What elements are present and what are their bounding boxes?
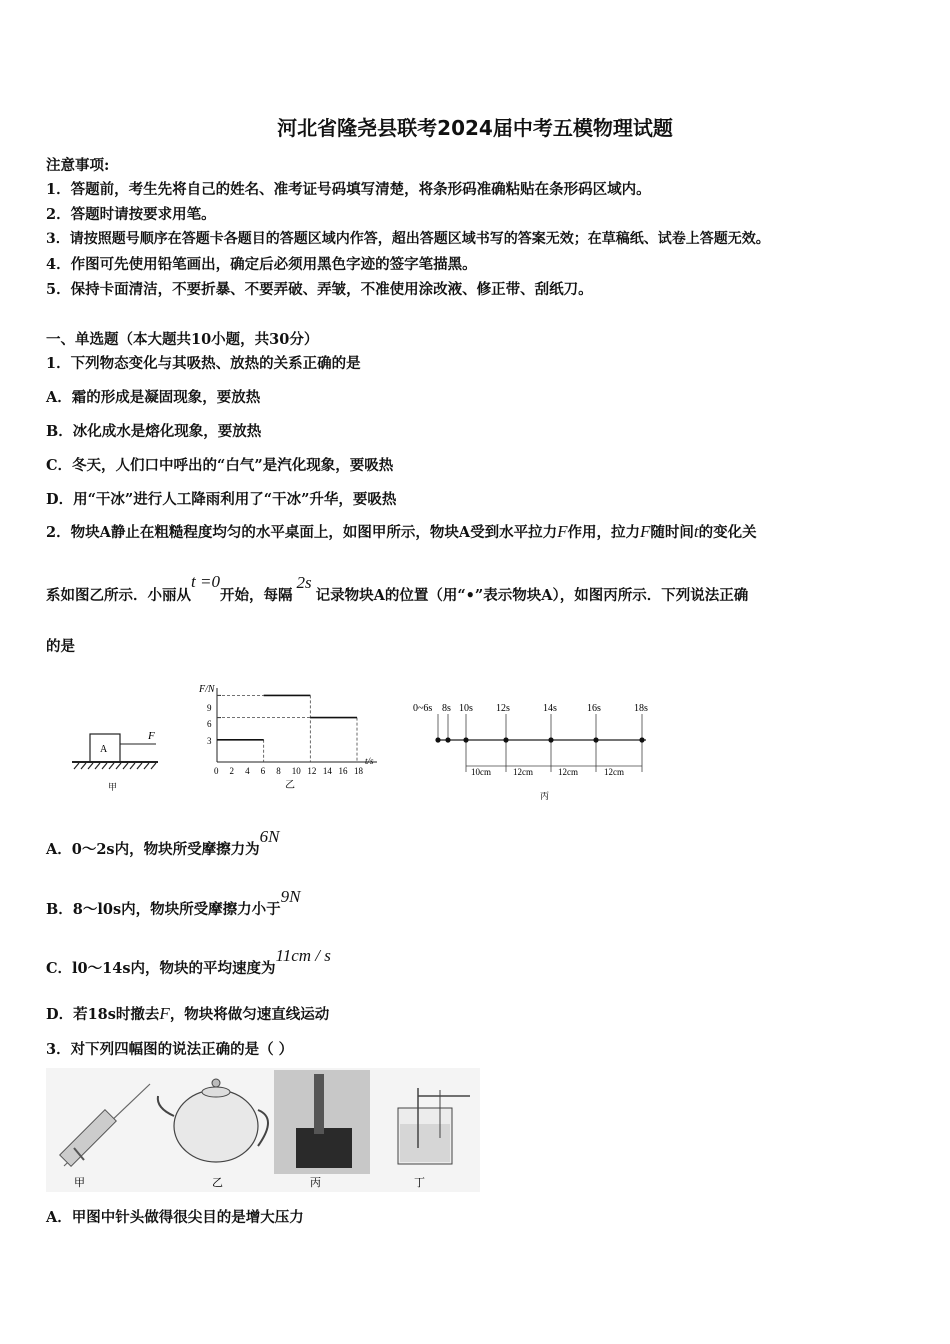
q1-option-c: C．冬天，人们口中呼出的“白气”是汽化现象，要吸热 xyxy=(46,457,394,474)
block-dot xyxy=(503,737,508,742)
distance-label: 12cm xyxy=(558,767,578,777)
figure-bing xyxy=(408,692,658,804)
q2-option-a xyxy=(46,827,280,859)
chart-ytick-3: 3 xyxy=(207,736,212,746)
interval-2s: 2s xyxy=(296,573,312,592)
q2-stem-part: 作用，拉力 xyxy=(567,524,640,541)
notice-item-5: 5．保持卡面清洁，不要折暴、不要弄破、弄皱，不准使用涂改液、修正带、刮纸刀。 xyxy=(46,281,593,298)
chart-x-ticks xyxy=(214,766,364,776)
caption-q3-bing: 丙 xyxy=(310,1177,321,1189)
chart-xtick-label: 16 xyxy=(338,766,348,776)
position-guides xyxy=(438,714,642,772)
force-symbol: F xyxy=(639,522,651,541)
block-dot xyxy=(639,737,644,742)
t-equals-zero: t =0 xyxy=(191,572,220,591)
q2-stem-line1 xyxy=(46,521,757,542)
chart-ylabel: F/N xyxy=(199,684,215,695)
block-dot xyxy=(435,737,440,742)
inkwell-photo xyxy=(274,1070,370,1174)
section-heading: 一、单选题（本大题共10小题，共30分） xyxy=(46,331,319,348)
caption-jia: 甲 xyxy=(108,782,118,792)
q2-stem-part: 系如图乙所示．小丽从 xyxy=(46,587,191,604)
caption-q3-yi: 乙 xyxy=(212,1177,223,1189)
chart-xtick-label: 18 xyxy=(354,766,363,776)
chart-xtick-label: 12 xyxy=(307,766,317,776)
q1-option-b: B．冰化成水是熔化现象，要放热 xyxy=(46,423,262,440)
q1-option-d: D．用“干冰”进行人工降雨利用了“干冰”升华，要吸热 xyxy=(46,491,397,508)
block-dot xyxy=(463,737,468,742)
block-dot xyxy=(548,737,553,742)
q2-stem-line3: 的是 xyxy=(46,638,75,655)
notice-item-4: 4．作图可先使用铅笔画出，确定后必须用黑色字迹的签字笔描黑。 xyxy=(46,256,477,273)
chart-xtick-label: 10 xyxy=(291,766,301,776)
caption-q3-ding: 丁 xyxy=(414,1177,425,1189)
distance-label: 12cm xyxy=(604,767,624,777)
chart-ytick-6: 6 xyxy=(207,719,212,729)
q2-option-d xyxy=(46,1003,329,1024)
q2-stem-part: 的变化关 xyxy=(698,524,757,541)
option-math: 11cm / s xyxy=(275,946,331,965)
q1-stem: 1．下列物态变化与其吸热、放热的关系正确的是 xyxy=(46,355,361,372)
q1-option-a: A．霜的形成是凝固现象，要放热 xyxy=(46,389,261,406)
q2-stem-part: 随时间 xyxy=(650,524,694,541)
q3-stem: 3．对下列四幅图的说法正确的是（ ） xyxy=(46,1041,294,1058)
distance-label: 12cm xyxy=(513,767,533,777)
q2-option-b xyxy=(46,887,301,919)
notice-item-1: 1．答题前，考生先将自己的姓名、准考证号码填写清楚，将条形码准确粘贴在条形码区域内。 xyxy=(46,181,651,198)
option-text: ，物块将做匀速直线运动 xyxy=(169,1006,330,1023)
option-text: B．8～l0s内，物块所受摩擦力小于 xyxy=(46,901,281,918)
figure-yi-chart xyxy=(195,680,395,792)
time-label: 10s xyxy=(459,703,473,714)
q2-stem-line2 xyxy=(46,572,749,605)
distance-label: 10cm xyxy=(471,767,491,777)
chart-xtick-label: 6 xyxy=(260,766,266,776)
caption-q3-jia: 甲 xyxy=(74,1177,85,1189)
block-a-label: A xyxy=(100,744,108,755)
block-dot xyxy=(593,737,598,742)
time-label: 16s xyxy=(587,703,601,714)
q3-figures xyxy=(46,1068,480,1192)
force-label: F xyxy=(148,730,155,742)
chart-xlabel: t/s xyxy=(365,756,374,766)
force-symbol: F xyxy=(557,522,568,541)
chart-xtick-label: 4 xyxy=(245,766,250,776)
chart-xtick-label: 2 xyxy=(229,766,235,776)
caption-bing: 丙 xyxy=(540,791,550,801)
q2-stem-part: 记录物块A的位置（用“•”表示物块A），如图丙所示．下列说法正确 xyxy=(315,587,749,604)
notice-item-3: 3．请按照题号顺序在答题卡各题目的答题区域内作答，超出答题区域书写的答案无效；在草稿纸、试卷上答题无效。 xyxy=(46,231,770,247)
q2-option-c xyxy=(46,946,331,978)
chart-guides xyxy=(217,695,357,762)
option-text: C．l0～14s内，物块的平均速度为 xyxy=(46,960,276,977)
time-label: 14s xyxy=(543,703,557,714)
notice-item-2: 2．答题时请按要求用笔。 xyxy=(46,206,216,223)
table-hatching xyxy=(74,763,156,769)
block-dot xyxy=(445,737,450,742)
page-title: 河北省隆尧县联考2024届中考五模物理试题 xyxy=(277,116,673,140)
option-math: 9N xyxy=(280,887,301,906)
chart-ytick-9: 9 xyxy=(207,703,212,713)
q2-stem-part: 2．物块A静止在粗糙程度均匀的水平桌面上，如图甲所示，物块A受到水平拉力 xyxy=(46,524,558,541)
time-label: 12s xyxy=(496,703,510,714)
notice-heading: 注意事项: xyxy=(46,157,110,174)
q3-option-a: A．甲图中针头做得很尖目的是增大压力 xyxy=(46,1209,304,1226)
chart-xtick-label: 8 xyxy=(276,766,281,776)
option-text: A．0～2s内，物块所受摩擦力为 xyxy=(46,841,260,858)
time-symbol: t xyxy=(693,522,699,541)
time-label: 0~6s xyxy=(413,703,433,714)
option-math: F xyxy=(159,1004,170,1023)
chart-xtick-label: 14 xyxy=(322,766,332,776)
figure-jia xyxy=(70,722,170,794)
caption-yi: 乙 xyxy=(285,780,295,791)
chart-xtick-label: 0 xyxy=(214,766,219,776)
option-math: 6N xyxy=(259,827,280,846)
option-text: D．若18s时撤去 xyxy=(46,1006,160,1023)
time-label: 8s xyxy=(442,703,451,714)
q2-stem-part: 开始，每隔 xyxy=(219,587,293,604)
time-label: 18s xyxy=(634,703,648,714)
